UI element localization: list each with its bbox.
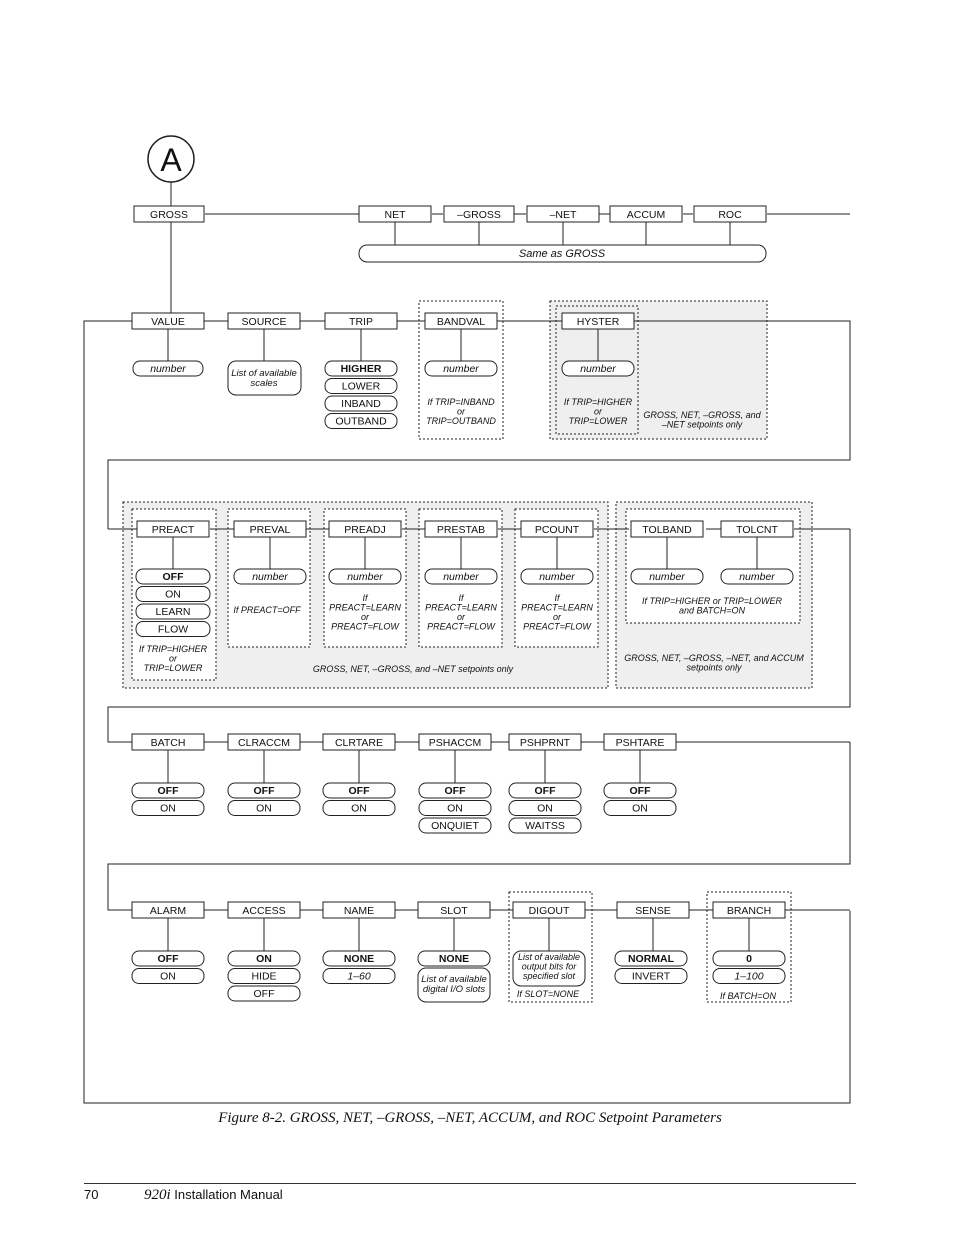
node-label: GROSS — [150, 209, 188, 221]
node-label: SENSE — [635, 905, 671, 917]
option-label: OFF — [157, 785, 179, 797]
node-label: PREVAL — [249, 524, 291, 536]
node-label: ACCESS — [242, 905, 286, 917]
node-label: PSHTARE — [615, 737, 665, 749]
condition-note: List of available — [231, 368, 297, 379]
condition-note: PREACT=LEARN — [329, 602, 401, 613]
condition-note: or — [593, 406, 603, 417]
option-label: ON — [160, 970, 176, 983]
option-label: LEARN — [155, 606, 191, 618]
option-label: ON — [256, 802, 272, 815]
option-label: OUTBAND — [335, 415, 387, 428]
condition-note: output bits for — [521, 961, 577, 972]
node-label: PREACT — [151, 524, 195, 536]
condition-note: If TRIP=HIGHER — [563, 397, 633, 407]
node-label: –NET — [549, 209, 577, 221]
condition-note: If TRIP=HIGHER — [138, 644, 208, 654]
option-label: number — [649, 571, 685, 583]
condition-note: –NET setpoints only — [661, 419, 743, 430]
option-label: ON — [256, 953, 272, 965]
condition-note: scales — [250, 378, 278, 389]
option-label: ON — [447, 802, 463, 815]
condition-note: or — [456, 406, 466, 417]
option-label: number — [539, 571, 575, 583]
condition-note: and BATCH=ON — [678, 605, 746, 616]
condition-note: TRIP=OUTBAND — [426, 416, 496, 426]
node-label: ALARM — [149, 905, 187, 917]
option-label: ON — [160, 802, 176, 815]
condition-note: If — [362, 593, 368, 603]
figure-caption: Figure 8-2. GROSS, NET, –GROSS, –NET, ACCUM, and ROC Setpoint Parameters — [218, 1110, 722, 1126]
option-label: FLOW — [157, 623, 189, 636]
condition-note: PREACT=FLOW — [331, 621, 399, 632]
condition-note: PREACT=LEARN — [425, 602, 497, 613]
option-label: WAITSS — [525, 820, 565, 832]
option-label: 0 — [746, 953, 752, 965]
node-label: CLRACCM — [238, 737, 290, 749]
option-label: number — [580, 363, 616, 375]
node-label: NAME — [343, 905, 375, 917]
option-label: NONE — [438, 953, 470, 965]
option-label: number — [739, 571, 775, 583]
condition-note: GROSS, NET, –GROSS, and — [643, 410, 761, 420]
start-marker-label: A — [160, 142, 182, 178]
option-label: ON — [351, 802, 367, 815]
condition-note: or — [552, 612, 562, 622]
page-footer — [84, 1187, 283, 1204]
manual-title: Installation Manual — [170, 1187, 283, 1202]
node-label: BATCH — [150, 737, 186, 749]
option-label: OFF — [253, 988, 275, 1000]
option-label: HIGHER — [340, 363, 382, 375]
condition-note: If SLOT=NONE — [516, 989, 580, 999]
node-label: DIGOUT — [528, 905, 570, 917]
option-label: number — [347, 571, 383, 583]
condition-note: setpoints only — [686, 662, 742, 673]
node-label: NET — [384, 209, 406, 221]
condition-note: TRIP=LOWER — [143, 663, 203, 673]
same-as-gross-label: Same as GROSS — [518, 248, 606, 260]
option-label: OFF — [157, 953, 179, 965]
option-label: HIDE — [251, 970, 277, 983]
node-label: TRIP — [349, 316, 373, 328]
option-label: INVERT — [631, 970, 671, 983]
option-label: ON — [632, 802, 648, 815]
condition-note: or — [168, 653, 178, 664]
option-label: ONQUIET — [431, 820, 479, 832]
node-label: TOLBAND — [642, 524, 692, 536]
node-label: ROC — [718, 209, 742, 221]
condition-note: If — [554, 593, 560, 603]
condition-note: List of available — [421, 974, 487, 985]
option-label: ON — [165, 588, 181, 601]
option-label: LOWER — [341, 380, 381, 393]
page-number: 70 — [84, 1187, 99, 1202]
condition-note: If — [458, 593, 464, 603]
option-label: OFF — [348, 785, 370, 797]
node-label: SLOT — [440, 905, 468, 917]
option-label: OFF — [162, 571, 184, 583]
node-label: PSHACCM — [428, 737, 482, 749]
condition-note: If BATCH=ON — [719, 991, 777, 1001]
option-label: INBAND — [341, 398, 381, 410]
footer-divider — [84, 1183, 856, 1184]
condition-note: If TRIP=HIGHER or TRIP=LOWER — [641, 596, 783, 606]
option-label: 1–60 — [347, 970, 371, 983]
condition-note: specified slot — [522, 971, 576, 981]
condition-note: digital I/O slots — [422, 984, 486, 995]
condition-note: If TRIP=INBAND — [427, 397, 495, 407]
group-note: GROSS, NET, –GROSS, and –NET setpoints only — [312, 664, 514, 674]
node-label: PREADJ — [344, 524, 386, 536]
option-label: number — [252, 571, 288, 583]
node-label: BRANCH — [726, 905, 772, 917]
option-label: number — [443, 363, 479, 375]
option-label: number — [150, 363, 186, 375]
node-label: PSHPRNT — [519, 737, 571, 749]
node-label: CLRTARE — [334, 737, 384, 749]
node-label: HYSTER — [576, 316, 620, 328]
condition-note: PREACT=LEARN — [521, 602, 593, 613]
option-label: OFF — [444, 785, 466, 797]
node-label: PCOUNT — [534, 524, 580, 536]
node-label: ACCUM — [626, 209, 666, 221]
option-label: NORMAL — [627, 953, 675, 965]
node-label: SOURCE — [241, 316, 287, 328]
condition-note: PREACT=FLOW — [523, 621, 591, 632]
condition-note: List of available — [517, 952, 581, 962]
condition-note: GROSS, NET, –GROSS, –NET, and ACCUM — [624, 653, 804, 663]
option-label: number — [443, 571, 479, 583]
manual-model: 920i — [144, 1187, 171, 1203]
node-label: TOLCNT — [736, 524, 778, 536]
condition-note: TRIP=LOWER — [568, 416, 628, 426]
option-label: OFF — [253, 785, 275, 797]
node-label: PRESTAB — [436, 524, 486, 536]
condition-note: If PREACT=OFF — [233, 605, 301, 615]
condition-note: PREACT=FLOW — [427, 621, 495, 632]
option-label: ON — [537, 802, 553, 815]
option-label: OFF — [629, 785, 651, 797]
node-label: –GROSS — [457, 209, 501, 221]
condition-note: or — [456, 612, 466, 622]
node-label: VALUE — [151, 316, 185, 328]
node-label: BANDVAL — [436, 316, 486, 328]
option-label: OFF — [534, 785, 556, 797]
option-label: NONE — [343, 953, 375, 965]
condition-note: or — [360, 612, 370, 622]
option-label: 1–100 — [734, 970, 764, 983]
